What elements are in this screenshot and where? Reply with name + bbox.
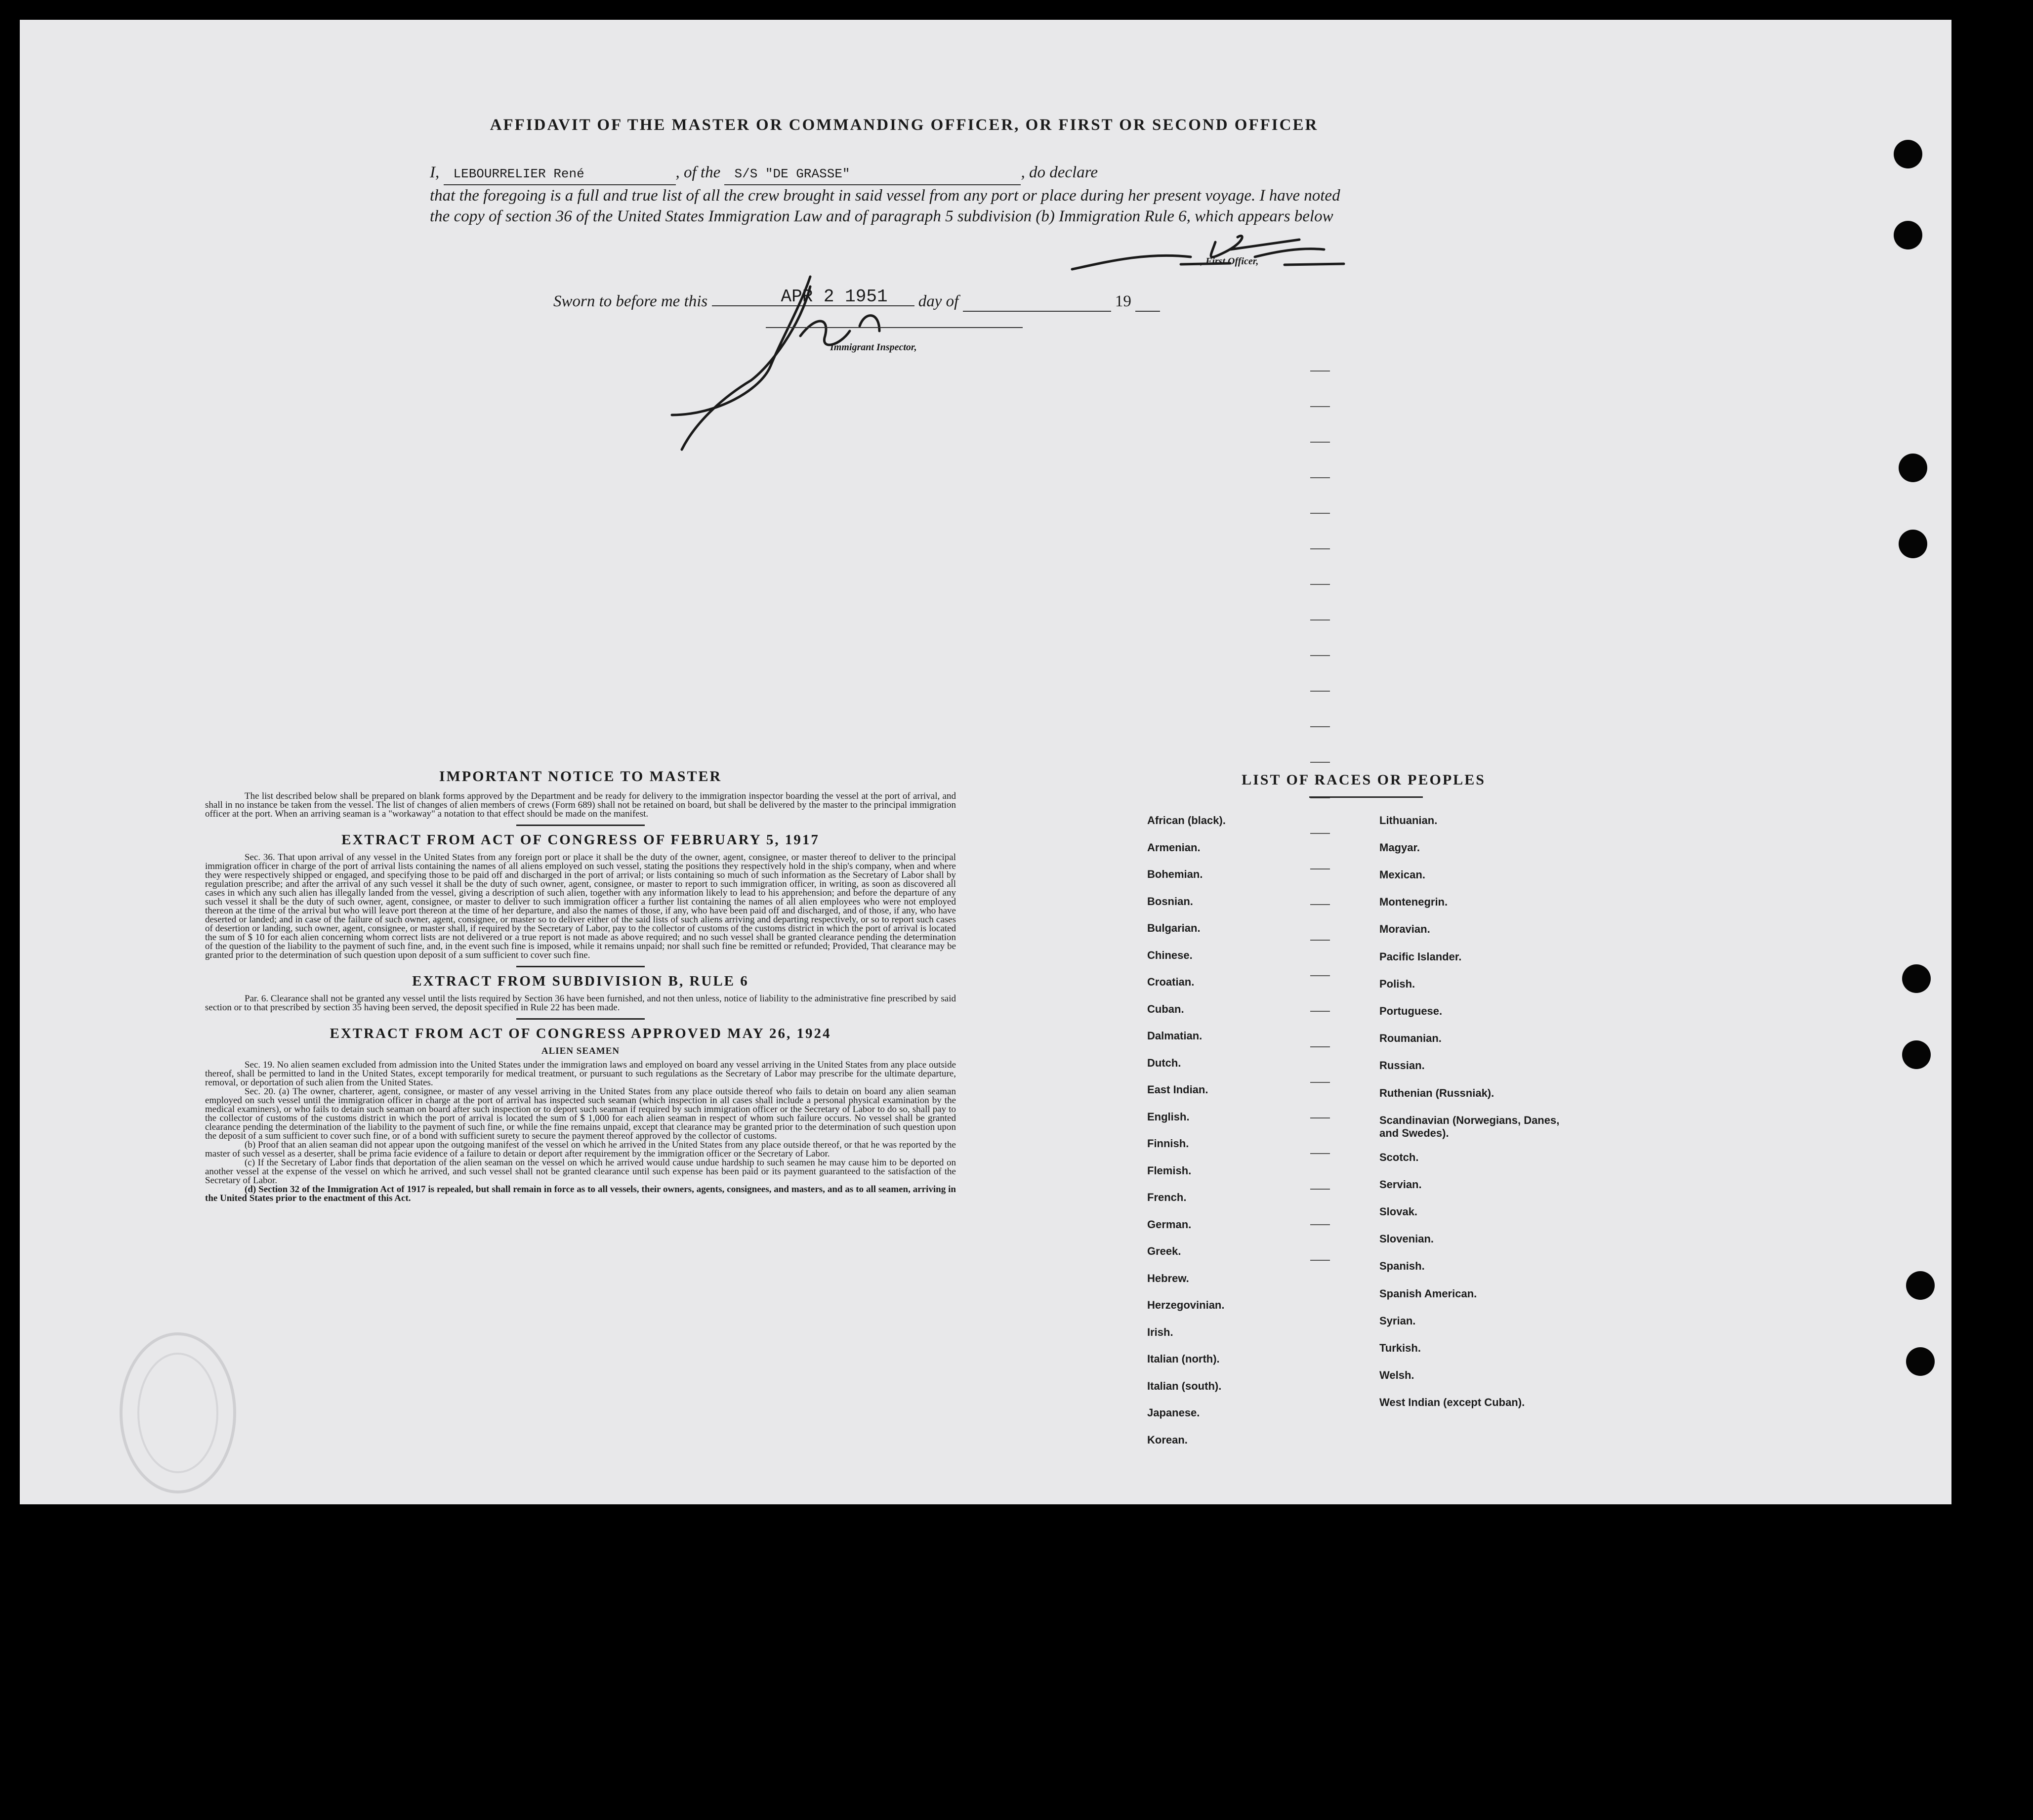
race-item: East Indian.	[1147, 1083, 1208, 1096]
race-item: Croatian.	[1147, 976, 1195, 988]
rule6-text: Par. 6. Clearance shall not be granted any vessel until the lists required by Section 36 have been furnished, and not then unless, notice of liability to the administrative fine prescribed by said section or to that prescribed by section 35 having been served, the deposit specified in Rule 22 has been made.	[205, 993, 956, 1013]
race-item: Syrian.	[1379, 1315, 1416, 1327]
race-item: Scotch.	[1379, 1151, 1419, 1163]
dash-mark	[1310, 584, 1330, 585]
dash-mark	[1310, 1260, 1330, 1261]
embossed-seal	[114, 1324, 242, 1502]
notice-column	[205, 768, 956, 1203]
rule6-title: EXTRACT FROM SUBDIVISION B, RULE 6	[412, 973, 749, 989]
day-of-text: day of	[918, 292, 959, 310]
dash-mark	[1310, 513, 1330, 514]
inspector-sign-line	[766, 327, 1023, 328]
affidavit-title: AFFIDAVIT OF THE MASTER OR COMMANDING OFFICER, OR FIRST OR SECOND OFFICER	[490, 116, 1319, 134]
race-item: Magyar.	[1379, 841, 1420, 854]
dash-mark	[1310, 691, 1330, 692]
race-item: Ruthenian (Russniak).	[1379, 1087, 1494, 1099]
race-item: Roumanian.	[1379, 1032, 1442, 1044]
officer-caption: , First Officer,	[1201, 256, 1259, 267]
race-item: Moravian.	[1379, 923, 1430, 935]
sworn-text: Sworn to before me this	[553, 292, 708, 310]
race-item: Welsh.	[1379, 1369, 1414, 1381]
dash-mark	[1310, 655, 1330, 656]
race-item: French.	[1147, 1191, 1187, 1203]
race-item: Lithuanian.	[1379, 814, 1438, 827]
races-title: LIST OF RACES OR PEOPLES	[1242, 772, 1486, 788]
year-prefix: 19	[1115, 292, 1131, 310]
dash-mark	[1310, 1153, 1330, 1154]
extract-1924-sec19: Sec. 19. No alien seamen excluded from admission into the United States under the immigration laws and employed on board any vessel arriving in the United States from any place outside thereof, shall be permitted to land in the United States, except temporarily for medical treatment, or pursuant to such regulations as the Secretary of Labor may prescribe for the ultimate departure, removal, or deportation of such alien from the United States.	[205, 1060, 956, 1088]
rule6-rule	[516, 1018, 645, 1020]
race-item: English.	[1147, 1110, 1190, 1123]
binder-hole	[1906, 1347, 1935, 1376]
race-item: Irish.	[1147, 1325, 1173, 1338]
race-item: Slovenian.	[1379, 1233, 1434, 1245]
dash-mark	[1310, 406, 1330, 407]
race-item: Polish.	[1379, 978, 1415, 990]
races-rule	[1309, 796, 1423, 798]
race-item: Dalmatian.	[1147, 1030, 1203, 1042]
dash-mark	[1310, 1011, 1330, 1012]
document-sheet	[20, 20, 1951, 1504]
dash-mark	[1310, 477, 1330, 478]
race-item: Slovak.	[1379, 1205, 1418, 1218]
binder-hole	[1894, 221, 1922, 249]
dash-mark	[1310, 1117, 1330, 1118]
officer-name-field: LEBOURRELIER René	[444, 164, 676, 185]
dash-mark	[1310, 371, 1330, 372]
notice-text: The list described below shall be prepared on blank forms approved by the Department and be ready for delivery to the immigration inspector boarding the vessel at the port of arrival, and shall in no instance be taken from the vessel. The list of changes of alien members of crews (Form 689) shall not be retained on board, but shall be delivered by the master to the principal immigration officer at the port. When an arriving seaman is a "workaway" a notation to that effect should be made on the manifest.	[205, 791, 956, 819]
dash-mark	[1310, 726, 1330, 727]
notice-rule	[516, 825, 645, 826]
declaration-text: that the foregoing is a full and true list of all the crew brought in said vessel from any port or place during her present voyage. I have noted the copy of section 36 of the United States Immigration Law and of paragraph 5 subdivision (b) Immigration Rule 6, which appears below	[430, 187, 1340, 225]
race-item: Hebrew.	[1147, 1272, 1189, 1284]
dash-mark	[1310, 1224, 1330, 1225]
inspector-caption: Immigrant Inspector,	[830, 342, 917, 353]
race-item: Mexican.	[1379, 869, 1425, 881]
dash-mark	[1310, 762, 1330, 763]
race-item: Armenian.	[1147, 841, 1201, 854]
extract-1917-title: EXTRACT FROM ACT OF CONGRESS OF FEBRUARY 5, 1917	[341, 832, 820, 848]
race-item: Scandinavian (Norwegians, Danes, and Swedes).	[1379, 1114, 1560, 1139]
declaration-paragraph	[430, 162, 1359, 227]
extract-1917-text: Sec. 36. That upon arrival of any vessel in the United States from any foreign port or place it shall be the duty of the owner, agent, consignee, or master thereof to deliver to the principal immigration officer in charge of the port of arrival lists containing the names of all aliens employed on such vessel, stating the positions they respectively hold in the ship's company, when and where they were respectively shipped or engaged, and specifying those to be paid off and discharged in the port of arrival; or lists containing so much of such information as the Secretary of Labor shall by regulation prescribe; and after the arrival of any such vessel it shall be the duty of such owner, agent, consignee, or master to report to such immigration officer, in writing, as soon as discovered all cases in which any such alien has illegally landed from the vessel, giving a description of such alien, together with any information likely to lead to his apprehension; and before the departure of any such vessel it shall be the duty of such owner, agent, consignee, or master to deliver to such immigration officer a further list containing the names of all alien employees who were not employed thereon at the time of the arrival but who will leave port thereon at the time of her departure, and also the names of those, if any, who have been paid off and discharged, and of those, if any, who have deserted or landed; and in case of the failure of such owner, agent, consignee, or master so to deliver either of the said lists of such aliens arriving and departing respectively, or so to report such cases of desertion or landing, such owner, agent, consignee, or master shall, if required by the Secretary of Labor, pay to the collector of customs of the customs district in which the port of arrival is located the sum of $ 10 for each alien concerning whom correct lists are not delivered or a true report is not made as above required; and no such vessel shall be granted clearance pending the determination of the question of the liability to the payment of such fine, and, in the event such fine is imposed, while it remains unpaid; nor shall such fine be remitted or refunded; Provided, That clearance may be granted prior to the determination of such question upon deposit of a sum sufficient to cover such fine.	[205, 852, 956, 960]
vessel-name-field: S/S "DE GRASSE"	[724, 164, 1021, 185]
binder-hole	[1894, 140, 1922, 168]
year-blank	[1135, 292, 1160, 312]
date-stamp: APR 2 1951	[781, 287, 888, 307]
race-item: Finnish.	[1147, 1137, 1189, 1150]
declaration-of-the: , of the	[675, 164, 721, 181]
race-item: Bohemian.	[1147, 868, 1203, 880]
dash-mark	[1310, 904, 1330, 905]
binder-hole	[1899, 454, 1927, 482]
dash-mark	[1310, 940, 1330, 941]
race-item: Italian (south).	[1147, 1379, 1222, 1392]
extract-1924-sec20b: (b) Proof that an alien seaman did not appear upon the outgoing manifest of the vessel on which he arrived in the United States from any place outside thereof, or that he was reported by the master of such vessel as a deserter, shall be prima facie evidence of a failure to detain or deport after requirement by the immigration officer or the Secretary of Labor.	[205, 1140, 956, 1159]
race-item: Korean.	[1147, 1433, 1188, 1446]
race-item: Pacific Islander.	[1379, 951, 1462, 963]
binder-hole	[1906, 1271, 1935, 1300]
race-item: Bulgarian.	[1147, 922, 1201, 934]
alien-seamen-subtitle: ALIEN SEAMEN	[541, 1046, 620, 1056]
race-item: Spanish.	[1379, 1260, 1425, 1272]
race-item: Herzegovinian.	[1147, 1299, 1225, 1311]
dash-mark	[1310, 548, 1330, 549]
extract-1924-sec20d: (d) Section 32 of the Immigration Act of 1917 is repealed, but shall remain in force as to all vessels, their owners, agents, consignees, and masters, and as to all seamen, arriving in the United States prior to the enactment of this Act.	[205, 1184, 956, 1203]
dash-mark	[1310, 1189, 1330, 1190]
dash-mark	[1310, 1082, 1330, 1083]
extract-1917-rule	[516, 966, 645, 967]
race-item: Dutch.	[1147, 1056, 1181, 1069]
binder-hole	[1899, 530, 1927, 558]
race-item: Russian.	[1379, 1059, 1425, 1072]
officer-signature	[1067, 222, 1373, 282]
binder-hole	[1902, 1040, 1931, 1069]
race-item: Turkish.	[1379, 1342, 1421, 1354]
race-item: Greek.	[1147, 1245, 1181, 1257]
race-item: Montenegrin.	[1379, 896, 1448, 908]
dash-mark	[1310, 833, 1330, 834]
extract-1924-sec20c: (c) If the Secretary of Labor finds that deportation of the alien seaman on the vessel on which he arrived would cause undue hardship to such seamen he may cause him to be deported on another vessel at the expense of the vessel on which he arrived, and such vessel shall not be granted clearance until such expense has been paid or its payment guaranteed to the satisfaction of the Secretary of Labor.	[205, 1158, 956, 1186]
race-item: African (black).	[1147, 814, 1226, 827]
race-item: Portuguese.	[1379, 1005, 1443, 1017]
extract-1924-sec20a: Sec. 20. (a) The owner, charterer, agent, consignee, or master of any vessel arriving in the United States from any place outside thereof who fails to detain on board any alien seaman employed on such vessel until the immigration officer in charge at the port of arrival has inspected such seaman (which inspection in all cases shall include a personal physical examination by the medical examiners), or who fails to detain such seaman on board after such inspection or to deport such seaman if required by such immigration officer or the Secretary of Labor to do so, shall pay to the collector of customs of the customs district in which the port of arrival is located the sum of $ 1,000 for each alien seaman in respect of whom such failure occurs. No vessel shall be granted clearance pending the determination of the liability to the payment of such fine, or while the fine remains unpaid, except that clearance may be granted prior to the determination of such question upon the deposit of a sum sufficient to cover such fine, or of a bond with sufficient surety to secure the payment thereof approved by the collector of customs.	[205, 1086, 956, 1141]
dash-mark	[1310, 1046, 1330, 1047]
race-item: Cuban.	[1147, 1002, 1184, 1015]
extract-1924-title: EXTRACT FROM ACT OF CONGRESS APPROVED MAY 26, 1924	[330, 1026, 831, 1041]
race-item: German.	[1147, 1218, 1192, 1231]
race-item: Flemish.	[1147, 1164, 1192, 1177]
race-item: Spanish American.	[1379, 1287, 1477, 1300]
inspector-signature	[652, 267, 998, 455]
race-item: Chinese.	[1147, 949, 1193, 961]
race-item: Italian (north).	[1147, 1353, 1220, 1365]
binder-hole	[1902, 964, 1931, 993]
race-item: Bosnian.	[1147, 895, 1193, 908]
declaration-i: I,	[430, 164, 440, 181]
dash-mark	[1310, 975, 1330, 976]
race-item: Japanese.	[1147, 1406, 1200, 1419]
race-item: Servian.	[1379, 1178, 1422, 1191]
dash-mark	[1310, 442, 1330, 443]
declaration-do-declare: , do declare	[1021, 164, 1098, 181]
notice-title: IMPORTANT NOTICE TO MASTER	[439, 768, 722, 785]
race-item: West Indian (except Cuban).	[1379, 1396, 1525, 1408]
